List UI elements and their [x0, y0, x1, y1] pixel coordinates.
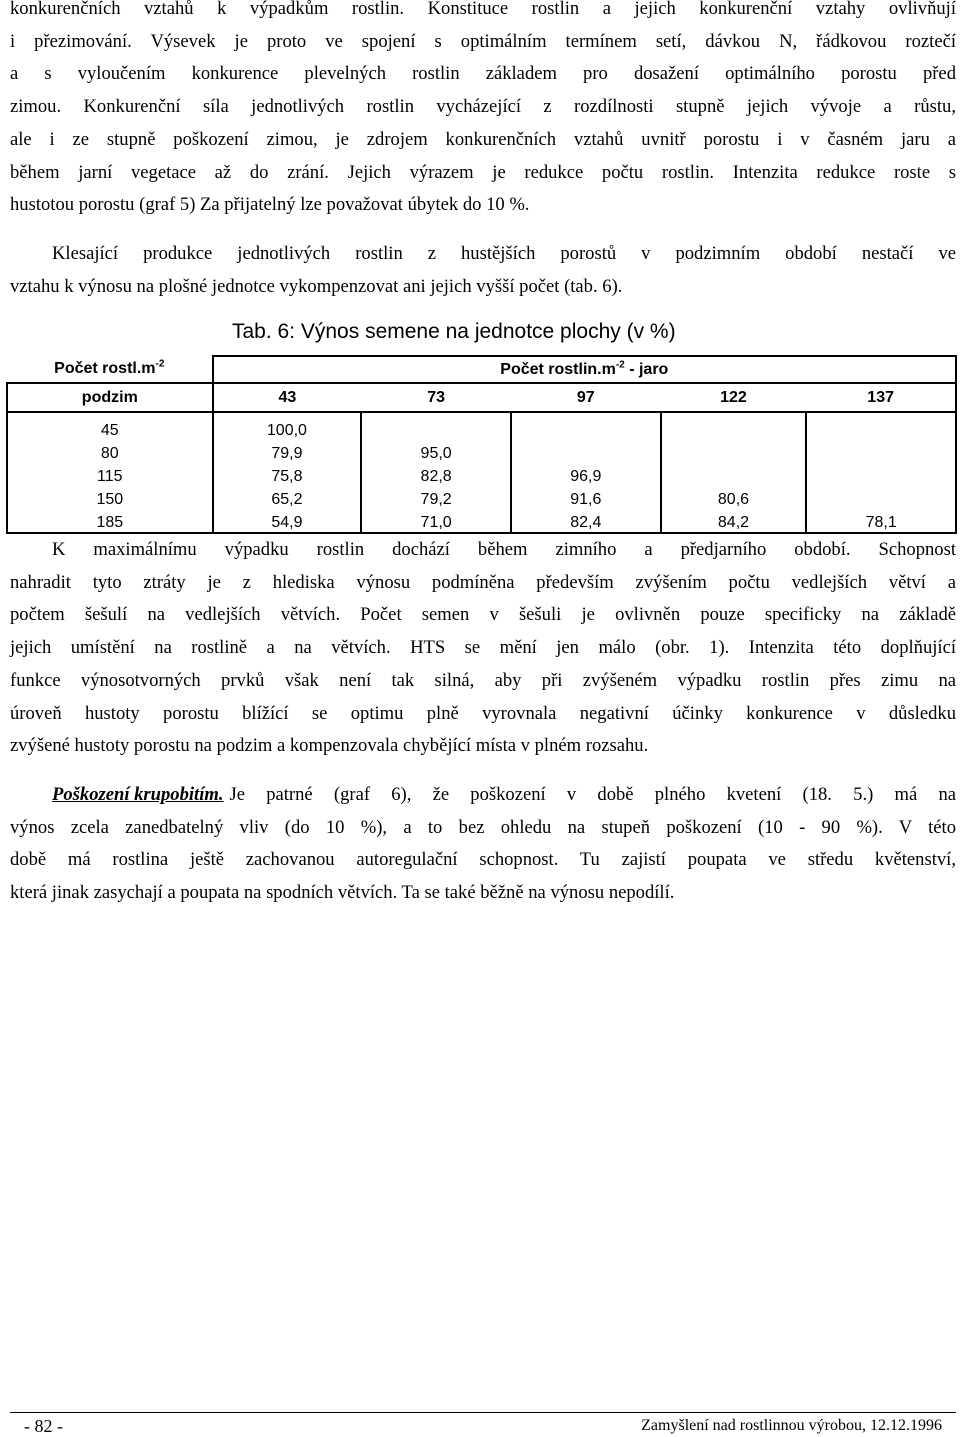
table-row	[7, 463, 956, 486]
table-cell	[661, 463, 807, 486]
text-line	[10, 779, 956, 812]
table-cell: 91,6	[511, 486, 661, 509]
text-line: Klesající produkce jednotlivých rostlin z hustějších porostů v podzimním období nestačí ve	[52, 243, 956, 264]
table-cell: 79,9	[213, 440, 362, 463]
paragraph-3	[10, 534, 956, 763]
table-cell: 100,0	[213, 412, 362, 440]
table-cell: 95,0	[361, 440, 511, 463]
table-cell: 82,4	[511, 509, 661, 533]
table-cell	[511, 440, 661, 463]
table-cell	[361, 412, 511, 440]
row-label: 150	[7, 486, 213, 509]
table-cell: 79,2	[361, 486, 511, 509]
table-cell	[806, 463, 956, 486]
table-cell	[511, 412, 661, 440]
row-label: 115	[7, 463, 213, 486]
table-cell	[661, 412, 807, 440]
column-header: 43	[213, 383, 362, 412]
row-header-bottom: podzim	[7, 383, 213, 412]
text-line: úroveň hustoty porostu blížící se optimu plně vyrovnala negativní účinky konkurence v důsledku	[10, 702, 956, 724]
text-line: K maximálnímu výpadku rostlin dochází během zimního a předjarního období. Schopnost	[52, 539, 956, 560]
row-label: 80	[7, 440, 213, 463]
table-row	[7, 412, 956, 440]
paragraph-1	[10, 0, 956, 222]
text-line: zimou. Konkurenční síla jednotlivých rostlin vycházející z rozdílnosti stupně jejich vývoje a růstu,	[10, 96, 956, 118]
column-header: 137	[806, 383, 956, 412]
paragraph-2	[10, 238, 956, 303]
table-cell: 78,1	[806, 509, 956, 533]
text-line: a s vyloučením konkurence plevelných rostlin základem pro dosažení optimálního porostu před	[10, 63, 956, 85]
row-header-top: Počet $rostl.m^{-2}$	[54, 358, 165, 377]
text-line: vztahu k výnosu na plošné jednotce vykompenzovat ani jejich vyšší počet (tab. 6).	[10, 275, 623, 297]
column-header: 97	[511, 383, 661, 412]
column-header: 122	[661, 383, 807, 412]
text-run: Je patrné (graf 6), že poškození v době plného kvetení (18. 5.) má na	[229, 784, 956, 805]
table-cell: 54,9	[213, 509, 362, 533]
text-line: počtem šešulí na vedlejších větvích. Počet semen v šešuli je ovlivněn pouze specificky na základě	[10, 604, 956, 626]
text-line: zvýšené hustoty porostu na podzim a kompenzovala chybějící místa v plném rozsahu.	[10, 735, 649, 757]
text-line: která jinak zasychají a poupata na spodních větvích. Ta se také běžně na výnosu nepodílí.	[10, 882, 675, 904]
text-line: i přezimování. Výsevek je proto ve spojení s optimálním termínem setí, dávkou N, řádkovou roztečí	[10, 30, 956, 52]
column-group-header: Počet $rostlin.m^{-2}$ - jaro	[213, 356, 956, 383]
column-header: 73	[361, 383, 511, 412]
table-cell	[661, 440, 807, 463]
text-line: hustotou porostu (graf 5) Za přijatelný lze považovat úbytek do 10 %.	[10, 194, 530, 216]
text-line: funkce výnosotvorných prvků však není tak silná, aby při zvýšeném výpadku rostlin přes zimu na	[10, 669, 956, 691]
text-line: ale i ze stupně poškození zimou, je zdrojem konkurenčních vztahů uvnitř porostu i v časném jaru a	[10, 128, 956, 150]
footer-source: Zamyšlení nad rostlinnou výrobou, 12.12.1996	[641, 1417, 942, 1434]
section-heading: Poškození krupobitím.	[52, 784, 224, 805]
table-cell: 75,8	[213, 463, 362, 486]
table-cell	[806, 412, 956, 440]
table-cell: 80,6	[661, 486, 807, 509]
table-cell: 82,8	[361, 463, 511, 486]
text-line: během jarní vegetace až do zrání. Jejich výrazem je redukce počtu rostlin. Intenzita redukce roste s	[10, 161, 956, 183]
row-label: 45	[7, 412, 213, 440]
table-title: Tab. 6: Výnos semene na jednotce plochy (v %)	[232, 320, 676, 343]
text-line: nahradit tyto ztráty je z hlediska výnosu podmíněna především zvýšením počtu vedlejších větví a	[10, 571, 956, 593]
table-cell: 96,9	[511, 463, 661, 486]
text-line: konkurenčních vztahů k výpadkům rostlin. Konstituce rostlin a jejich konkurenční vztahy ovlivňují	[10, 0, 956, 19]
yield-table	[6, 355, 957, 534]
table-cell: 65,2	[213, 486, 362, 509]
table-cell	[806, 440, 956, 463]
row-label: 185	[7, 509, 213, 533]
table-cell	[806, 486, 956, 509]
text-line: výnos zcela zanedbatelný vliv (do 10 %), a to bez ohledu na stupeň poškození (10 - 90 %). V této	[10, 816, 956, 838]
page-number: - 82 -	[24, 1416, 63, 1436]
text-line: době má rostlina ještě zachovanou autoregulační schopnost. Tu zajistí poupata ve středu květenství,	[10, 849, 956, 871]
table-row	[7, 509, 956, 533]
table-row	[7, 486, 956, 509]
footer-divider	[10, 1412, 956, 1413]
table-row	[7, 440, 956, 463]
paragraph-4	[10, 779, 956, 910]
table-cell: 84,2	[661, 509, 807, 533]
table-cell: 71,0	[361, 509, 511, 533]
text-line: jejich umístění na rostlině a na větvích. HTS se mění jen málo (obr. 1). Intenzita této doplňující	[10, 637, 956, 659]
